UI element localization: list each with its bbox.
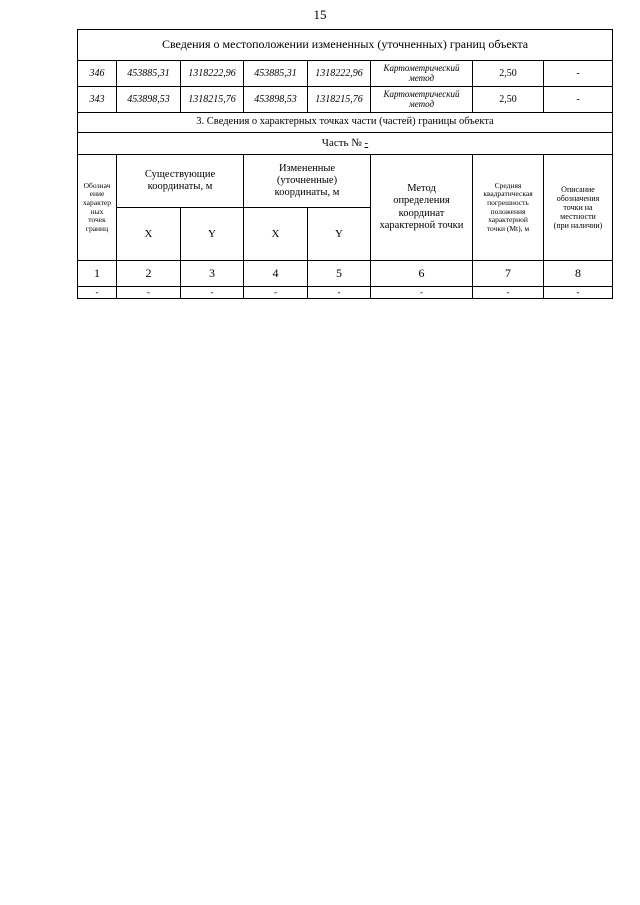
header-x-changed: X	[244, 208, 308, 261]
page-number: 15	[313, 7, 327, 22]
section-heading-row	[78, 113, 613, 133]
column-number: 7	[473, 261, 544, 287]
empty-cell: -	[181, 287, 244, 299]
column-number: 2	[117, 261, 181, 287]
method-line: Картометрический	[383, 62, 460, 73]
header-line: положения	[490, 206, 526, 216]
header-y-existing: Y	[181, 208, 244, 261]
y-changed: 1318222,96	[308, 61, 371, 87]
y-existing: 1318222,96	[181, 61, 244, 87]
section-heading: 3. Сведения о характерных точках части (частей) границы объекта	[78, 113, 613, 133]
column-number: 8	[544, 261, 613, 287]
y-existing: 1318215,76	[181, 87, 244, 113]
column-number: 5	[308, 261, 371, 287]
accuracy-value: 2,50	[473, 61, 544, 87]
header-line: Средняя	[494, 180, 522, 190]
part-row	[78, 133, 613, 155]
header-changed-coords	[244, 155, 371, 208]
empty-cell: -	[544, 287, 613, 299]
point-number: 343	[78, 87, 117, 113]
method-cell	[371, 61, 473, 87]
empty-cell: -	[117, 287, 181, 299]
empty-cell: -	[371, 287, 473, 299]
empty-data-row	[78, 287, 613, 299]
header-line: Обознач	[83, 180, 111, 190]
empty-cell: -	[78, 287, 117, 299]
description-value: -	[544, 87, 613, 113]
table-row	[78, 87, 613, 113]
header-line: точки на	[563, 202, 593, 212]
method-cell	[371, 87, 473, 113]
header-line: координаты, м	[274, 187, 340, 199]
accuracy-value: 2,50	[473, 87, 544, 113]
x-changed: 453898,53	[244, 87, 308, 113]
table-title: Сведения о местоположении измененных (уточненных) границ объекта	[78, 30, 613, 61]
empty-cell: -	[244, 287, 308, 299]
header-line: квадратическая	[483, 189, 533, 199]
part-value: -	[364, 137, 369, 150]
header-line: координаты, м	[147, 181, 213, 192]
column-numbers-row	[78, 261, 613, 287]
description-value: -	[544, 61, 613, 87]
empty-cell: -	[308, 287, 371, 299]
x-changed: 453885,31	[244, 61, 308, 87]
header-line: ных	[90, 206, 104, 216]
x-existing: 453898,53	[117, 87, 181, 113]
point-number: 346	[78, 61, 117, 87]
header-line: характер	[83, 197, 111, 207]
header-line: Измененные	[278, 162, 336, 174]
header-method	[371, 155, 473, 261]
header-line: (при наличии)	[553, 221, 603, 231]
header-line: (уточненные)	[276, 174, 338, 186]
header-line: погрешность	[487, 197, 529, 207]
part-label: Часть №	[321, 137, 362, 150]
header-line: ение	[89, 189, 105, 199]
header-existing-coords	[117, 155, 244, 208]
empty-cell: -	[473, 287, 544, 299]
header-line: координат	[398, 207, 445, 219]
method-line: метод	[408, 72, 435, 83]
header-line: Метод	[407, 183, 436, 195]
x-existing: 453885,31	[117, 61, 181, 87]
header-accuracy	[473, 155, 544, 261]
column-number: 3	[181, 261, 244, 287]
header-row	[78, 155, 613, 208]
header-point-designation	[78, 155, 117, 261]
header-line: характерной	[488, 215, 528, 225]
method-line: Картометрический	[383, 88, 460, 99]
boundary-table	[77, 29, 613, 299]
column-number: 6	[371, 261, 473, 287]
header-line: характерной точки	[379, 219, 464, 231]
column-number: 4	[244, 261, 308, 287]
header-line: обозначения	[556, 193, 600, 203]
header-line: местности	[560, 212, 596, 222]
part-cell	[78, 133, 613, 155]
header-line: точек	[88, 215, 106, 225]
header-line: границ	[85, 223, 109, 233]
header-line: точки (Mt), м	[486, 223, 530, 233]
header-line: Описание	[561, 184, 595, 194]
y-changed: 1318215,76	[308, 87, 371, 113]
header-line: определения	[393, 195, 450, 207]
table-row	[78, 61, 613, 87]
header-line: Существующие	[144, 168, 216, 180]
header-x-existing: X	[117, 208, 181, 261]
header-description	[544, 155, 613, 261]
header-y-changed: Y	[308, 208, 371, 261]
column-number: 1	[78, 261, 117, 287]
method-line: метод	[408, 98, 435, 109]
table-title-row	[78, 30, 613, 61]
